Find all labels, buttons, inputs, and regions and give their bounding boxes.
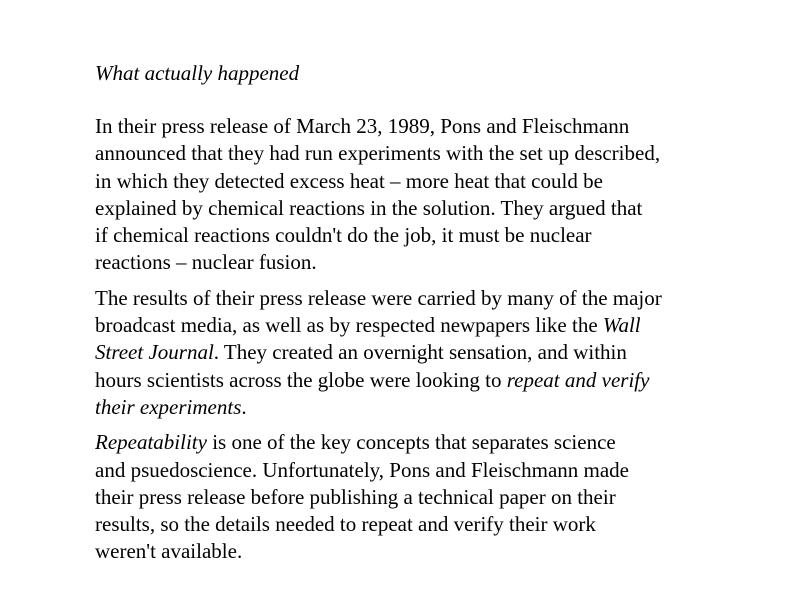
text-run: their press release before publishing a technical paper on their xyxy=(95,484,616,509)
text-line xyxy=(95,367,775,394)
text-run: broadcast media, as well as by respected newpapers like the xyxy=(95,313,603,338)
text-line xyxy=(95,113,775,140)
text-run: explained by chemical reactions in the solution. They argued that xyxy=(95,195,643,220)
text-run: In their press release of March 23, 1989, Pons and Fleischmann xyxy=(95,114,630,138)
italic-run: repeat and verify xyxy=(506,367,650,392)
text-line xyxy=(95,168,775,195)
text-line xyxy=(95,339,775,366)
text-line xyxy=(95,457,775,484)
text-line xyxy=(95,484,775,511)
text-line xyxy=(95,312,775,339)
text-run: is one of the key concepts that separates science xyxy=(206,430,616,455)
text-line xyxy=(95,222,775,249)
text-run: and psuedoscience. Unfortunately, Pons and Fleischmann made xyxy=(95,457,630,482)
text-line xyxy=(95,195,775,222)
text-run: . They created an overnight sensation, and within xyxy=(213,340,627,365)
text-run: weren't available. xyxy=(95,539,243,564)
italic-run: Street Journal xyxy=(95,340,214,365)
text-line xyxy=(95,285,775,312)
text-line xyxy=(95,394,775,421)
text-run: hours scientists across the globe were looking to xyxy=(95,367,507,392)
slide-body xyxy=(95,113,775,574)
text-line xyxy=(95,249,775,276)
text-line xyxy=(95,538,775,565)
text-run: if chemical reactions couldn't do the job, it must be nuclear xyxy=(95,223,592,248)
text-run: results, so the details needed to repeat and verify their work xyxy=(95,512,596,537)
paragraph-3 xyxy=(95,429,775,565)
text-run: . xyxy=(241,394,247,419)
paragraph-2 xyxy=(95,285,775,421)
text-run: announced that they had run experiments with the set up described, xyxy=(95,141,661,166)
italic-run: their experiments xyxy=(95,394,242,419)
text-run: reactions – nuclear fusion. xyxy=(95,250,317,275)
slide-title: What actually happened xyxy=(95,61,300,85)
italic-run: Repeatability xyxy=(95,430,207,455)
text-line xyxy=(95,429,775,456)
text-run: The results of their press release were carried by many of the major xyxy=(95,285,662,310)
italic-run: Wall xyxy=(602,313,641,338)
paragraph-1 xyxy=(95,113,775,277)
text-line xyxy=(95,140,775,167)
text-line xyxy=(95,511,775,538)
text-run: in which they detected excess heat – more heat that could be xyxy=(95,168,603,193)
